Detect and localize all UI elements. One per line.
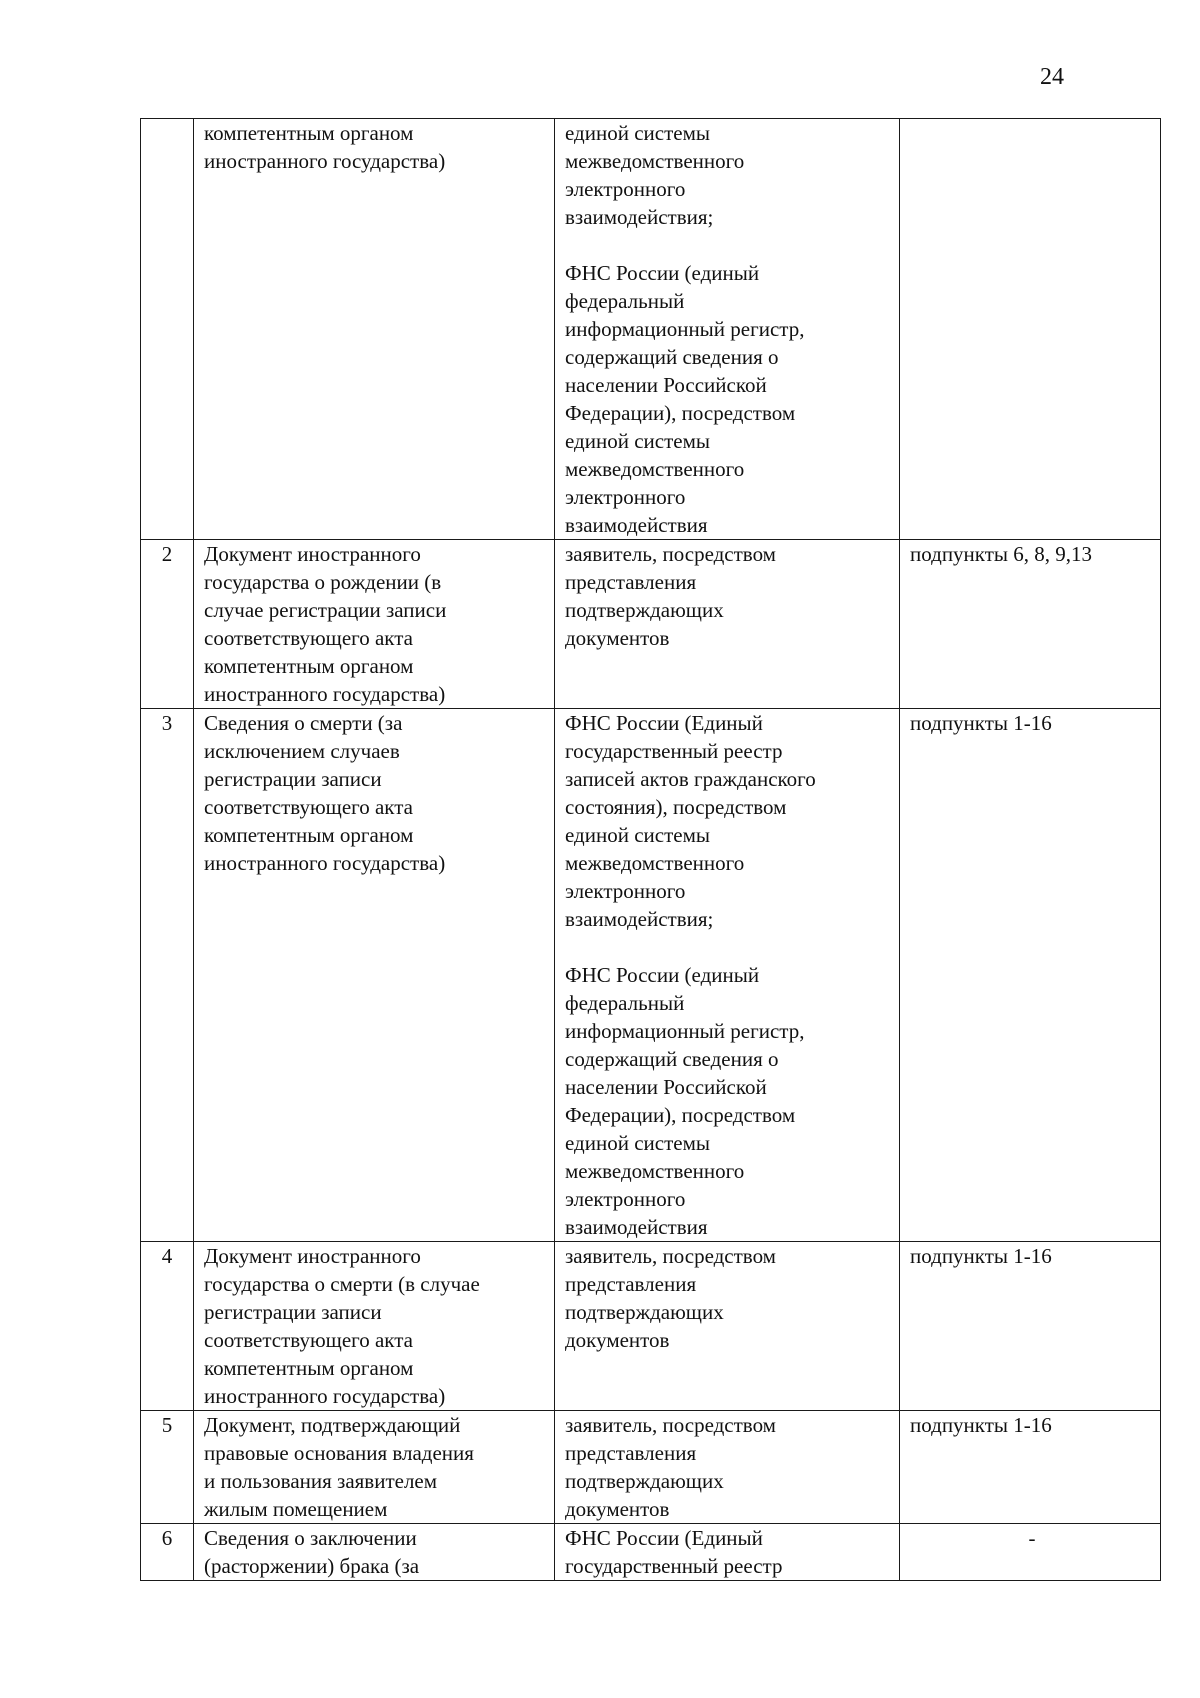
document-name-line: правовые основания владения <box>204 1441 474 1465</box>
source-cell <box>555 1524 900 1581</box>
source-line: единой системы <box>565 121 710 145</box>
documents-table-body <box>141 119 1161 1581</box>
source-line: межведомственного <box>565 851 745 875</box>
table-row <box>141 1242 1161 1411</box>
source-line: представления <box>565 570 697 594</box>
document-name-line: Сведения о заключении <box>204 1526 417 1550</box>
document-name-line: исключением случаев <box>204 739 400 763</box>
source-line: государственный реестр <box>565 1554 783 1578</box>
table-row <box>141 709 1161 1242</box>
source-line: документов <box>565 1497 670 1521</box>
source-line: содержащий сведения о <box>565 1047 779 1071</box>
reference-cell: - <box>900 1524 1161 1581</box>
document-name-line: компетентным органом <box>204 823 414 847</box>
source-line: электронного <box>565 177 686 201</box>
document-name-line: иностранного государства) <box>204 851 446 875</box>
document-name-cell <box>194 540 555 709</box>
document-name-line: государства о смерти (в случае <box>204 1272 480 1296</box>
source-line: информационный регистр, <box>565 317 805 341</box>
source-line: заявитель, посредством <box>565 1413 776 1437</box>
source-line: взаимодействия; <box>565 907 714 931</box>
source-line: документов <box>565 626 670 650</box>
source-line: населении Российской <box>565 373 767 397</box>
page-number: 24 <box>1040 64 1064 90</box>
source-line: взаимодействия; <box>565 205 714 229</box>
source-line: подтверждающих <box>565 1300 724 1324</box>
reference-cell: подпункты 1-16 <box>900 1411 1161 1524</box>
source-line: представления <box>565 1272 697 1296</box>
document-name-line: иностранного государства) <box>204 1384 446 1408</box>
row-number-cell: 5 <box>141 1411 194 1524</box>
source-cell <box>555 1242 900 1411</box>
document-name-cell <box>194 1242 555 1411</box>
source-line: федеральный <box>565 289 685 313</box>
reference-cell: подпункты 6, 8, 9,13 <box>900 540 1161 709</box>
source-line: Федерации), посредством <box>565 401 796 425</box>
reference-cell: подпункты 1-16 <box>900 1242 1161 1411</box>
source-line: информационный регистр, <box>565 1019 805 1043</box>
document-name-line: иностранного государства) <box>204 149 446 173</box>
source-cell <box>555 540 900 709</box>
reference-cell: подпункты 1-16 <box>900 709 1161 1242</box>
source-cell <box>555 709 900 1242</box>
table-row <box>141 1524 1161 1581</box>
source-line: межведомственного <box>565 1159 745 1183</box>
source-line: федеральный <box>565 991 685 1015</box>
source-line: единой системы <box>565 429 710 453</box>
source-line: населении Российской <box>565 1075 767 1099</box>
source-line: содержащий сведения о <box>565 345 779 369</box>
row-number-cell: 3 <box>141 709 194 1242</box>
row-number-cell: 4 <box>141 1242 194 1411</box>
source-line: единой системы <box>565 1131 710 1155</box>
source-line: электронного <box>565 485 686 509</box>
source-cell <box>555 119 900 540</box>
table-row <box>141 119 1161 540</box>
document-name-cell <box>194 119 555 540</box>
document-name-line: государства о рождении (в <box>204 570 442 594</box>
document-name-line: Документ иностранного <box>204 1244 421 1268</box>
paragraph-gap <box>565 933 893 961</box>
document-name-cell <box>194 709 555 1242</box>
source-line: электронного <box>565 879 686 903</box>
row-number-cell: 2 <box>141 540 194 709</box>
row-number-cell <box>141 119 194 540</box>
source-line: подтверждающих <box>565 598 724 622</box>
paragraph-gap <box>565 231 893 259</box>
source-line: состояния), посредством <box>565 795 787 819</box>
document-name-line: случае регистрации записи <box>204 598 447 622</box>
document-name-cell <box>194 1411 555 1524</box>
source-line: ФНС России (единый <box>565 261 760 285</box>
document-name-line: соответствующего акта <box>204 626 413 650</box>
reference-cell <box>900 119 1161 540</box>
document-name-line: компетентным органом <box>204 654 414 678</box>
source-line: ФНС России (единый <box>565 963 760 987</box>
document-name-line: Сведения о смерти (за <box>204 711 403 735</box>
source-line: государственный реестр <box>565 739 783 763</box>
source-line: записей актов гражданского <box>565 767 816 791</box>
document-name-cell <box>194 1524 555 1581</box>
document-name-line: регистрации записи <box>204 1300 382 1324</box>
row-number-cell: 6 <box>141 1524 194 1581</box>
source-line: взаимодействия <box>565 1215 708 1239</box>
document-name-line: (расторжении) брака (за <box>204 1554 420 1578</box>
source-line: электронного <box>565 1187 686 1211</box>
document-name-line: компетентным органом <box>204 121 414 145</box>
source-line: заявитель, посредством <box>565 542 776 566</box>
source-line: заявитель, посредством <box>565 1244 776 1268</box>
document-name-line: Документ иностранного <box>204 542 421 566</box>
document-name-line: Документ, подтверждающий <box>204 1413 461 1437</box>
source-line: единой системы <box>565 823 710 847</box>
documents-table <box>140 118 1161 1581</box>
document-name-line: жилым помещением <box>204 1497 388 1521</box>
document-name-line: регистрации записи <box>204 767 382 791</box>
source-cell <box>555 1411 900 1524</box>
source-line: представления <box>565 1441 697 1465</box>
document-name-line: соответствующего акта <box>204 1328 413 1352</box>
document-name-line: иностранного государства) <box>204 682 446 706</box>
source-line: ФНС России (Единый <box>565 711 763 735</box>
table-row <box>141 540 1161 709</box>
document-name-line: и пользования заявителем <box>204 1469 438 1493</box>
source-line: документов <box>565 1328 670 1352</box>
source-line: межведомственного <box>565 149 745 173</box>
source-line: ФНС России (Единый <box>565 1526 763 1550</box>
source-line: межведомственного <box>565 457 745 481</box>
table-row <box>141 1411 1161 1524</box>
document-name-line: соответствующего акта <box>204 795 413 819</box>
source-line: взаимодействия <box>565 513 708 537</box>
document-name-line: компетентным органом <box>204 1356 414 1380</box>
source-line: Федерации), посредством <box>565 1103 796 1127</box>
source-line: подтверждающих <box>565 1469 724 1493</box>
